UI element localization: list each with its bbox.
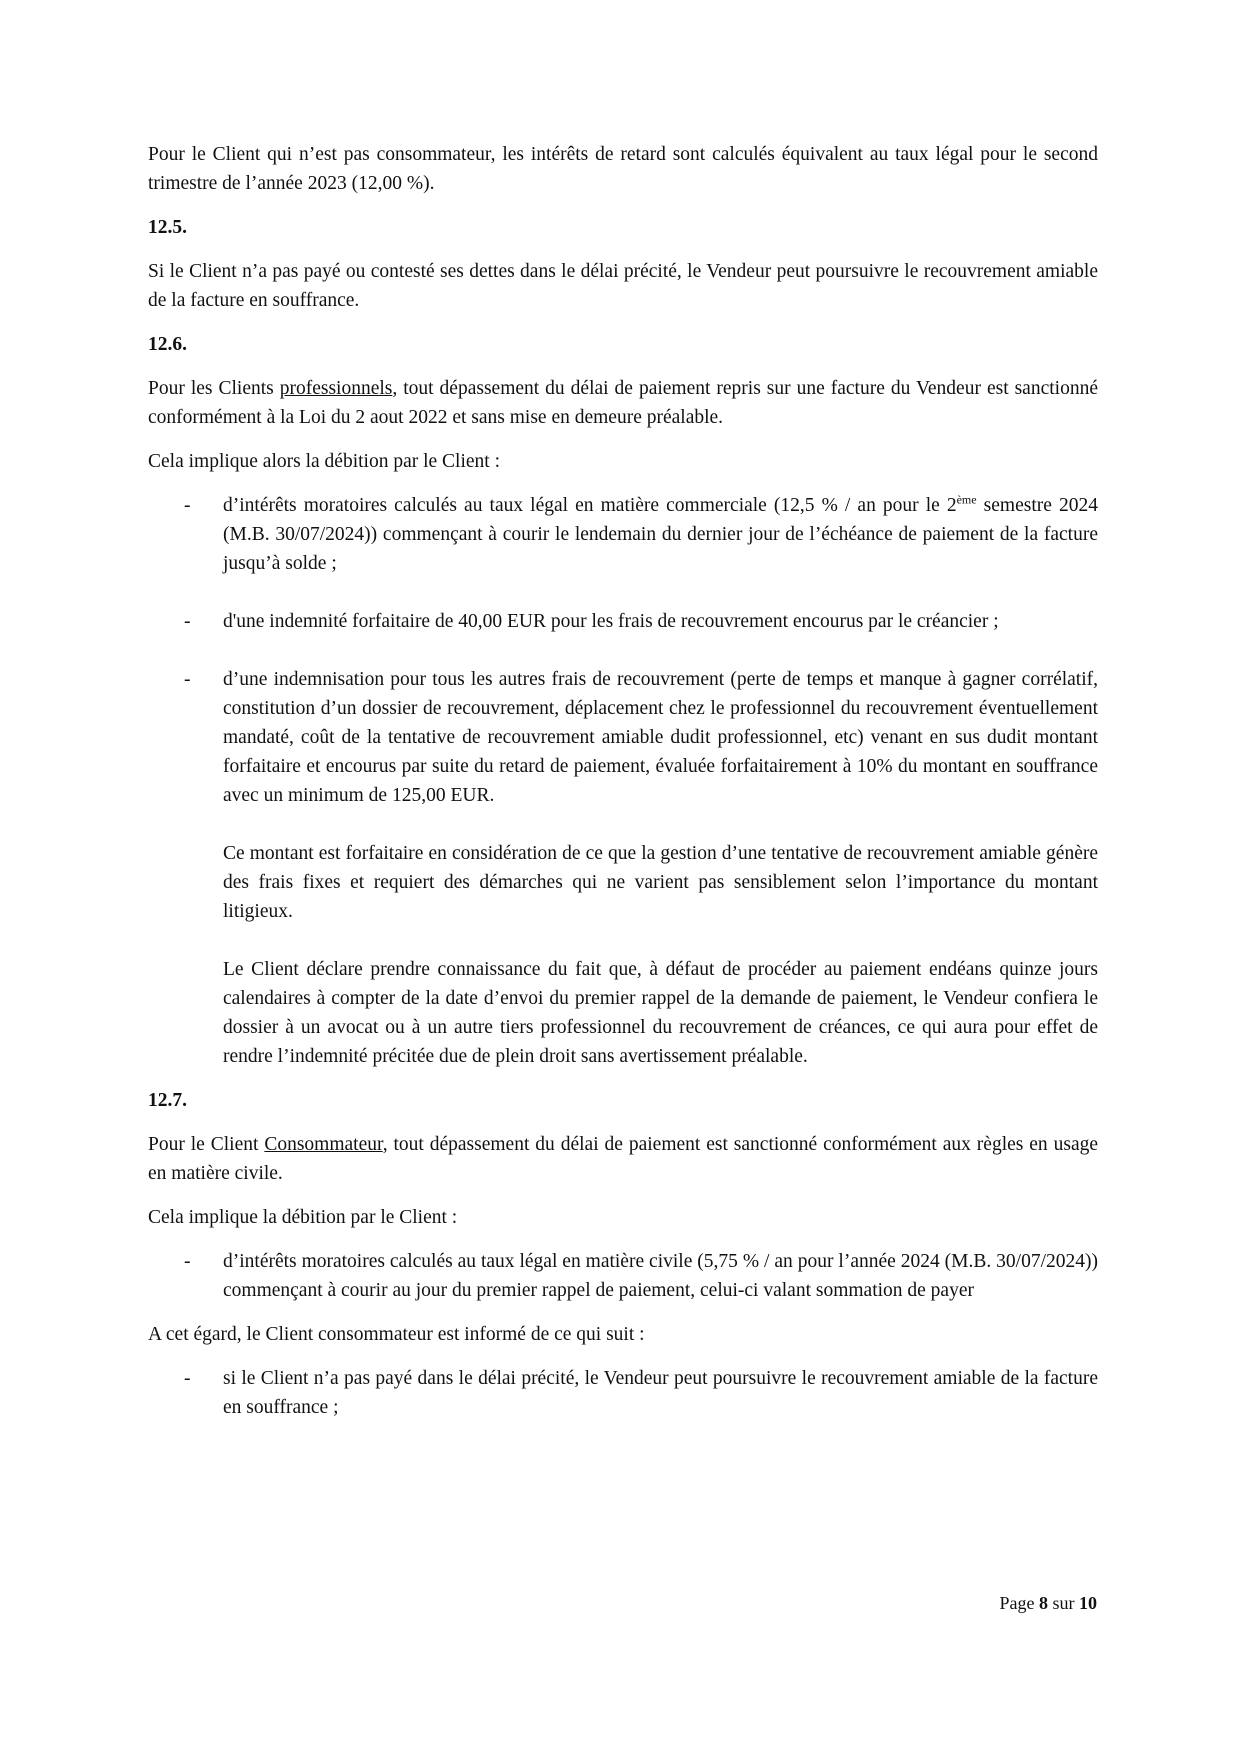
underlined-consommateur: Consommateur <box>264 1134 383 1155</box>
section-heading-12-6: 12.6. <box>148 334 187 355</box>
current-page-number: 8 <box>1039 1593 1048 1613</box>
underlined-professionnels: professionnels <box>279 378 393 399</box>
page-number-footer: Page 8 sur 10 <box>999 1593 1097 1613</box>
list-item: - d’intérêts moratoires calculés au taux légal en matière commerciale (12,5 % / an pour le 2ème semestre 2024 (M.B. 30/07/2024)) commençant à courir le lendemain du dernier jour de l’échéance de paiement de la facture jusqu’à solde ; <box>184 492 1098 574</box>
dash-bullet: - <box>184 669 191 690</box>
paragraph-professional-clients: Pour les Clients professionnels, tout dépassement du délai de paiement repris sur une facture du Vendeur est sanctionné conformément à la Loi du 2 aout 2022 et sans mise en demeure préalable. <box>148 378 1098 428</box>
dash-bullet: - <box>184 495 191 516</box>
paragraph-consumer-client: Pour le Client Consommateur, tout dépassement du délai de paiement est sanctionné conformément aux règles en usage en matière civile. <box>148 1134 1098 1184</box>
paragraph-consumer-debition-intro: Cela implique la débition par le Client : <box>148 1207 458 1228</box>
section-heading-12-7: 12.7. <box>148 1090 187 1111</box>
list-item: - d’intérêts moratoires calculés au taux légal en matière civile (5,75 % / an pour l’année 2024 (M.B. 30/07/2024)) commençant à courir au jour du premier rappel de paiement, celui-ci valant sommation de payer <box>148 1247 1098 1305</box>
paragraph-late-interest-non-consumer: Pour le Client qui n’est pas consommateur, les intérêts de retard sont calculés équivalent au taux légal pour le second trimestre de l’année 2023 (12,00 %). <box>148 144 1098 194</box>
dash-bullet: - <box>184 611 191 632</box>
paragraph-amicable-recovery: Si le Client n’a pas payé ou contesté ses dettes dans le délai précité, le Vendeur peut poursuivre le recouvrement amiable de la facture en souffrance. <box>148 261 1098 311</box>
list-professional-charges <box>148 491 1098 1071</box>
paragraph-debition-intro: Cela implique alors la débition par le Client : <box>148 451 500 472</box>
list-item: - d’une indemnisation pour tous les autres frais de recouvrement (perte de temps et manque à gagner corrélatif, constitution d’un dossier de recouvrement, déplacement chez le professionnel du recouvrement éventuellement mandaté, coût de la tentative de recouvrement amiable dudit professionnel, etc) venant en sus dudit montant forfaitaire et encourus par suite du retard de paiement, évaluée forfaitairement à 10% du montant en souffrance avec un minimum de 125,00 EUR. Ce montant est forfaitaire en considération de ce que la gestion d’une tentative de recouvrement amiable génère des frais fixes et requiert des démarches qui ne varient pas sensiblement selon l’importance du montant litigieux. Le Client déclare prendre connaissance du fait que, à défaut de procéder au paiement endéans quinze jours calendaires à compter de la date d’envoi du premier rappel de la demande de paiement, le Vendeur confiera le dossier à un avocat ou à un autre tiers professionnel du recouvrement de créances, ce qui aura pour effet de rendre l’indemnité précitée due de plein droit sans avertissement préalable. <box>148 665 1098 1071</box>
list-item: - si le Client n’a pas payé dans le délai précité, le Vendeur peut poursuivre le recouvrement amiable de la facture en souffrance ; <box>148 1364 1098 1422</box>
paragraph-consumer-information: A cet égard, le Client consommateur est informé de ce qui suit : <box>148 1324 645 1345</box>
dash-bullet: - <box>184 1368 191 1389</box>
paragraph-lawyer-notice: Le Client déclare prendre connaissance du fait que, à défaut de procéder au paiement endéans quinze jours calendaires à compter de la date d’envoi du premier rappel de la demande de paiement, le Vendeur confiera le dossier à un avocat ou à un autre tiers professionnel du recouvrement de créances, ce qui aura pour effet de rendre l’indemnité précitée due de plein droit sans avertissement préalable. <box>223 959 1098 1067</box>
paragraph-flat-rate: Ce montant est forfaitaire en considération de ce que la gestion d’une tentative de recouvrement amiable génère des frais fixes et requiert des démarches qui ne varient pas sensiblement selon l’importance du montant litigieux. <box>223 843 1098 922</box>
total-page-count: 10 <box>1079 1593 1097 1613</box>
dash-bullet: - <box>184 1251 191 1272</box>
document-body <box>148 140 1098 1437</box>
list-consumer-charges <box>148 1247 1098 1305</box>
section-heading-12-5: 12.5. <box>148 217 187 238</box>
list-item: - d'une indemnité forfaitaire de 40,00 EUR pour les frais de recouvrement encourus par le créancier ; <box>148 607 1098 636</box>
list-consumer-information <box>148 1364 1098 1422</box>
